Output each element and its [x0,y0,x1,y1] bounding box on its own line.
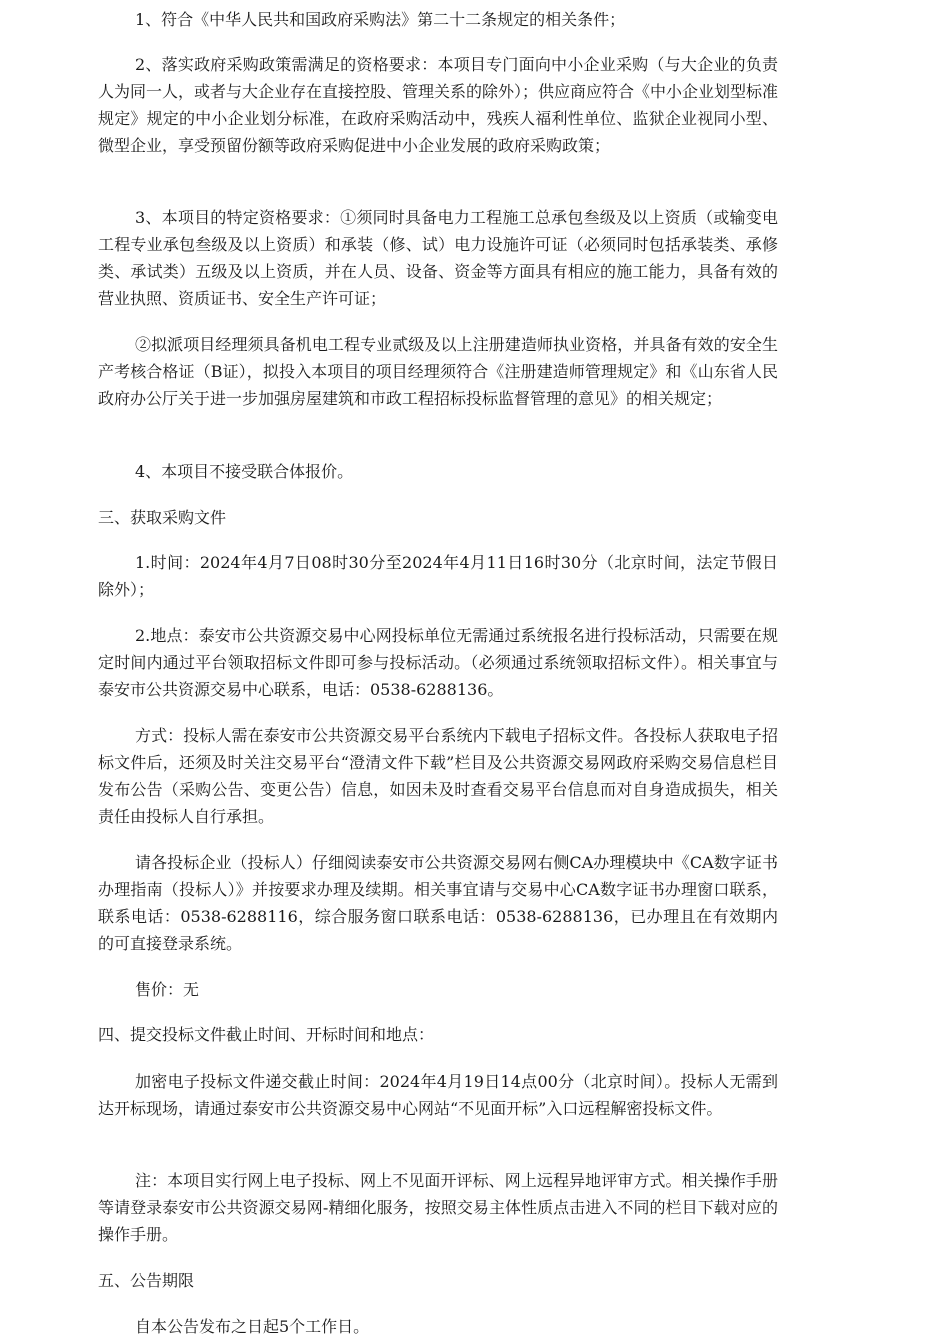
paragraph-qualification-3: 3、本项目的特定资格要求：①须同时具备电力工程施工总承包叁级及以上资质（或输变电工程专业承包叁级及以上资质）和承装（修、试）电力设施许可证（必须同时包括承装类、承修类、承试类）五级及以上资质，并在人员、设备、资金等方面具有相应的施工能力，具备有效的营业执照、资质证书、安全生产许可证； [98,208,778,308]
paragraph-method: 方式：投标人需在泰安市公共资源交易平台系统内下载电子招标文件。各投标人获取电子招标文件后，还须及时关注交易平台“澄清文件下载”栏目及公共资源交易网政府采购交易信息栏目发布公告（采购公告、变更公告）信息，如因未及时查看交易平台信息而对自身造成损失，相关责任由投标人自行承担。 [98,726,778,826]
paragraph-qualification-2: 2、落实政府采购政策需满足的资格要求：本项目专门面向中小企业采购（与大企业的负责人为同一人，或者与大企业存在直接控股、管理关系的除外）；供应商应符合《中小企业划型标准规定》规定的中小企业划分标准，在政府采购活动中，残疾人福利性单位、监狱企业视同小型、微型企业，享受预留份额等政府采购促进中小企业发展的政府采购政策； [98,55,779,155]
paragraph-price: 售价：无 [135,980,200,999]
paragraph-no-consortium: 4、本项目不接受联合体报价。 [135,462,354,481]
section-heading-4: 四、提交投标文件截止时间、开标时间和地点： [98,1025,435,1044]
paragraph-location: 2.地点：泰安市公共资源交易中心网投标单位无需通过系统报名进行投标活动，只需要在规定时间内通过平台领取招标文件即可参与投标活动。（必须通过系统领取招标文件）。相关事宜与泰安市公共资源交易中心联系，电话：0538-6288136。 [98,626,778,699]
paragraph-notice-period: 自本公告发布之日起5个工作日。 [135,1317,370,1336]
paragraph-time: 1.时间：2024年4月7日08时30分至2024年4月11日16时30分（北京时间，法定节假日除外）； [98,553,778,599]
paragraph-deadline: 加密电子投标文件递交截止时间：2024年4月19日14点00分（北京时间）。投标人无需到达开标现场，请通过泰安市公共资源交易中心网站“不见面开标”入口远程解密投标文件。 [98,1072,778,1118]
paragraph-qualification-1: 1、符合《中华人民共和国政府采购法》第二十二条规定的相关条件； [135,10,626,29]
section-heading-5: 五、公告期限 [98,1271,195,1290]
section-heading-3: 三、获取采购文件 [98,508,227,527]
paragraph-note: 注：本项目实行网上电子投标、网上不见面开评标、网上远程异地评审方式。相关操作手册等请登录泰安市公共资源交易网-精细化服务，按照交易主体性质点击进入不同的栏目下载对应的操作手册。 [98,1171,778,1244]
paragraph-ca-certificate: 请各投标企业（投标人）仔细阅读泰安市公共资源交易网右侧CA办理模块中《CA数字证书办理指南（投标人）》并按要求办理及续期。相关事宜请与交易中心CA数字证书办理窗口联系，联系电话：0538-6288116，综合服务窗口联系电话：0538-6288136，已办理且在有效期内的可直接登录系统。 [98,853,778,953]
paragraph-project-manager: ②拟派项目经理须具备机电工程专业贰级及以上注册建造师执业资格，并具备有效的安全生产考核合格证（B证），拟投入本项目的项目经理须符合《注册建造师管理规定》和《山东省人民政府办公厅关于进一步加强房屋建筑和市政工程招标投标监督管理的意见》的相关规定； [98,335,778,408]
